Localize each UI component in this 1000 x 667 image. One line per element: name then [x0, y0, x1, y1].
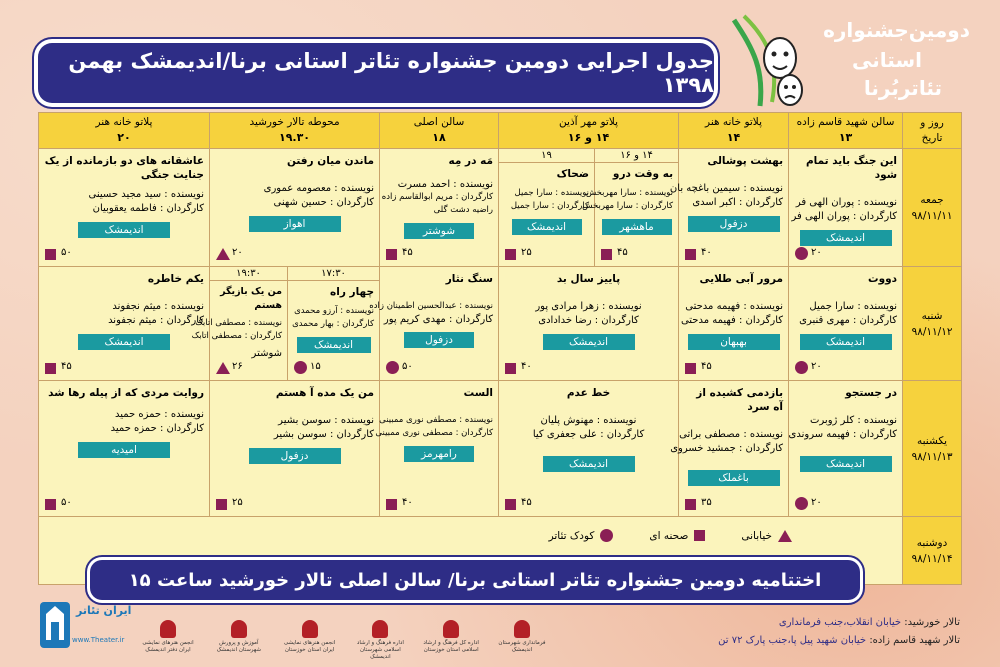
sponsor-logos: [140, 620, 550, 662]
kids-theater-icon: [795, 247, 808, 260]
city-badge: دزفول: [404, 332, 474, 348]
duration: ۲۰: [232, 247, 243, 258]
city-badge: باغملک: [688, 470, 780, 486]
duration: ۵۰: [61, 247, 72, 258]
writer: نویسنده : عبدالحسین اطمینان زاده: [369, 301, 494, 311]
show-cell: [789, 267, 903, 381]
address-label: تالار خورشید:: [904, 617, 960, 628]
city-text: شوشتر: [251, 348, 283, 359]
address-value: خیابان انقلاب،جنب فرمانداری: [778, 617, 902, 628]
stage-show-icon: [505, 363, 516, 374]
writer: نویسنده : سارا جمیل: [809, 301, 898, 312]
show-title: یکم خاطره: [147, 273, 204, 285]
writer: نویسنده : فهیمه مدحتی: [685, 301, 784, 312]
duration: ۲۰: [811, 361, 822, 372]
director: کارگردان : بهار محمدی: [292, 319, 375, 329]
site-name: ایران تئاتر: [76, 604, 132, 617]
writer: نویسنده : سیمین باغچه بان: [669, 183, 784, 194]
duration: ۳۵: [701, 497, 712, 508]
duration: ۵۰: [61, 497, 72, 508]
day-cell: دوشنبه ۹۸/۱۱/۱۴: [903, 517, 962, 585]
city-badge: اندیمشک: [543, 334, 635, 350]
sponsor: انجمن هنرهای نمایشی ایران استان خوزستان: [282, 620, 338, 662]
city-badge: اندیمشک: [543, 456, 635, 472]
city-badge: اندیمشک: [512, 219, 582, 235]
day-cell: جمعه ۹۸/۱۱/۱۱: [903, 149, 962, 267]
stage-show-icon: [685, 249, 696, 260]
show-title: در جستجو: [845, 387, 898, 399]
show-cell: [789, 381, 903, 517]
emblem-icon: [160, 620, 176, 638]
director: راضیه دشت گلی: [433, 205, 494, 215]
sponsor: اداره کل فرهنگ و ارشاد اسلامی استان خوزستان: [423, 620, 479, 662]
festival-logo: [720, 6, 982, 110]
show-time: ۱۹:۳۰: [210, 267, 287, 281]
director: کارگردان : مصطفی نوری ممبینی: [375, 428, 494, 438]
kids-theater-icon: [795, 497, 808, 510]
duration: ۴۵: [521, 497, 532, 508]
show-cell: [499, 267, 679, 381]
site-url[interactable]: www.Theater.ir: [72, 636, 125, 644]
city-badge: اندیمشک: [297, 337, 371, 353]
duration: ۲۰: [811, 497, 822, 508]
duration: ۲۰: [811, 247, 822, 258]
writer: نویسنده : پوران الهی فر: [795, 197, 898, 208]
show-cell: [39, 267, 210, 381]
show-title: من یک بازیگر هستم: [220, 286, 283, 311]
writer: نویسنده : سارا مهربخش: [585, 188, 674, 198]
writer: نویسنده : مهنوش پلیان: [540, 415, 637, 426]
director: کارگردان : رضا خدادادی: [538, 315, 639, 326]
address-value: خیابان شهید پیل پا،جنب پارک ۷۲ تن: [718, 635, 867, 646]
show-title: بازدمی کشیده از آه سرد: [696, 387, 784, 413]
legend: [549, 529, 792, 542]
show-title: چهار راه: [330, 286, 375, 298]
show-title: ماندن میان رفتن: [286, 155, 375, 167]
director: کارگردان : سوسن بشیر: [273, 429, 375, 440]
director: کارگردان : مریم ابوالقاسم زاده: [381, 192, 494, 202]
duration: ۴۰: [521, 361, 532, 372]
kids-theater-icon: [795, 361, 808, 374]
city-badge: اندیمشک: [78, 222, 170, 238]
stage-show-icon: [45, 363, 56, 374]
duration: ۴۵: [402, 247, 413, 258]
address-label: تالار شهید قاسم زاده:: [869, 635, 960, 646]
show-title: عاشقانه های دو بازمانده از یک جنایت جنگی: [44, 155, 204, 181]
square-icon: [694, 530, 705, 541]
duration: ۲۵: [232, 497, 243, 508]
show-cell: [369, 267, 499, 381]
venue-header: سالن شهید قاسم زاده ۱۳: [789, 113, 903, 149]
director: کارگردان : حسین شهنی: [273, 197, 375, 208]
stage-show-icon: [505, 499, 516, 510]
show-title: این جنگ باید تمام شود: [805, 155, 898, 181]
emblem-icon: [443, 620, 459, 638]
city-badge: اهواز: [249, 216, 341, 232]
writer: نویسنده : سارا جمیل: [514, 188, 590, 198]
duration: ۱۵: [310, 361, 321, 372]
show-title: سنگ نثار: [445, 273, 494, 285]
city-badge: ماهشهر: [602, 219, 672, 235]
show-title: من یک مده آ هستم: [275, 387, 375, 399]
show-cell: [375, 381, 499, 517]
kids-theater-icon: [386, 361, 399, 374]
director: کارگردان : پوران الهی فر: [791, 211, 898, 222]
legend-stage: [649, 530, 705, 542]
street-show-icon: [216, 248, 230, 260]
logo-line-3: تئاتربُرنا: [863, 76, 942, 100]
show-title: پاییز سال بد: [556, 273, 621, 285]
stage-show-icon: [601, 249, 612, 260]
director: کارگردان : علی جعفری کیا: [532, 429, 645, 440]
kids-theater-icon: [294, 361, 307, 374]
writer: نویسنده : سوسن بشیر: [278, 415, 375, 426]
director: کارگردان : مهری قنبری: [799, 315, 898, 326]
city-badge: رامهرمز: [404, 446, 474, 462]
stage-show-icon: [45, 499, 56, 510]
iran-theater-logo: [38, 596, 132, 656]
stage-show-icon: [685, 499, 696, 510]
sponsor: اداره فرهنگ و ارشاد اسلامی شهرستان اندیمشک: [352, 620, 408, 662]
emblem-icon: [231, 620, 247, 638]
show-title: ضحاک: [556, 168, 590, 180]
stage-show-icon: [216, 499, 227, 510]
director: کارگردان : سارا جمیل: [510, 201, 590, 211]
triangle-icon: [778, 530, 792, 542]
writer: نویسنده : مصطفی براتی: [679, 429, 784, 440]
show-title: خط عدم: [566, 387, 611, 399]
sponsor: انجمن هنرهای نمایشی ایران دفتر اندیمشک: [140, 620, 196, 662]
city-badge: شوشتر: [404, 223, 474, 239]
duration: ۵۰: [402, 361, 413, 372]
closing-banner: اختتامیه دومین جشنواره تئاتر استانی برنا/ سالن اصلی تالار خورشید ساعت ۱۵: [90, 560, 860, 600]
show-cell: [210, 381, 380, 517]
emblem-icon: [372, 620, 388, 638]
show-cell: [582, 149, 679, 267]
director: کارگردان : سارا مهربخش: [582, 201, 674, 211]
director: کارگردان : جمشید خسروی: [670, 443, 784, 454]
writer: نویسنده : حمزه حمید: [114, 409, 204, 420]
show-title: دووت: [868, 273, 898, 285]
show-cell: [499, 149, 595, 267]
duration: ۴۵: [701, 361, 712, 372]
show-title: مرور آبی طلایی: [699, 273, 784, 285]
city-badge: اندیمشک: [800, 456, 892, 472]
city-badge: دزفول: [249, 448, 341, 464]
city-badge: اندیمشک: [800, 230, 892, 246]
writer: نویسنده : مصطفی اتابک: [195, 318, 283, 328]
show-cell: [39, 381, 210, 517]
addresses: [718, 614, 960, 650]
writer: نویسنده : سید مجید حسینی: [88, 189, 204, 200]
venue-header: پلاتو مهر آذین ۱۴ و ۱۶: [499, 113, 679, 149]
director: کارگردان : فهیمه سروندی: [788, 429, 898, 440]
show-cell: [39, 149, 210, 267]
legend-street: [741, 530, 792, 542]
show-cell: [210, 149, 380, 267]
duration: ۴۵: [61, 361, 72, 372]
emblem-icon: [514, 620, 530, 638]
city-badge: بهبهان: [688, 334, 780, 350]
venue-header: سالن اصلی ۱۸: [380, 113, 499, 149]
legend-label: کودک تئاتر: [548, 529, 595, 542]
writer: نویسنده : مصطفی نوری ممبینی: [379, 415, 494, 425]
director: کارگردان : میثم نجفوند: [108, 315, 204, 326]
show-cell: [288, 267, 380, 381]
show-cell: [499, 381, 679, 517]
show-title: مَه در مِه: [448, 155, 494, 167]
director: کارگردان : فهیمه مدحتی: [680, 315, 784, 326]
stage-show-icon: [685, 363, 696, 374]
city-badge: اندیمشک: [800, 334, 892, 350]
day-row-friday: [39, 149, 962, 267]
show-title: بهشت پوشالی: [707, 155, 784, 167]
duration: ۴۰: [701, 247, 712, 258]
writer: نویسنده : احمد مسرت: [397, 179, 494, 190]
theater-masks-icon: [724, 10, 804, 110]
day-cell: یکشنبه ۹۸/۱۱/۱۳: [903, 381, 962, 517]
day-cell: شنبه ۹۸/۱۱/۱۲: [903, 267, 962, 381]
director: کارگردان : مصطفی اتابک: [191, 331, 283, 341]
stage-show-icon: [505, 249, 516, 260]
writer: نویسنده : کلر ژوبرت: [810, 415, 898, 426]
theater-site-icon: [38, 600, 72, 650]
director: کارگردان : مهدی کریم پور: [383, 314, 494, 325]
show-cell: [669, 149, 789, 267]
stage-show-icon: [386, 499, 397, 510]
venue-header: محوطه تالار خورشید ۱۹.۳۰: [210, 113, 380, 149]
show-time: ۱۹: [499, 149, 594, 163]
day-row-saturday: [39, 267, 962, 381]
stage-show-icon: [386, 249, 397, 260]
show-time: ۱۴ و ۱۶: [595, 149, 678, 163]
director: کارگردان : فاطمه یعقوبیان: [92, 203, 204, 214]
show-cell: [679, 267, 789, 381]
venue-header: پلاتو خانه هنر ۲۰: [39, 113, 210, 149]
director: کارگردان : حمزه حمید: [110, 423, 204, 434]
duration: ۲۵: [521, 247, 532, 258]
stage-show-icon: [45, 249, 56, 260]
writer: نویسنده : معصومه عموری: [263, 183, 375, 194]
writer: نویسنده : زهرا مرادی پور: [535, 301, 642, 312]
show-cell: [191, 267, 288, 381]
show-cell: [670, 381, 789, 517]
show-cell: [380, 149, 499, 267]
show-cell: [789, 149, 903, 267]
writer: نویسنده : میثم نجفوند: [112, 301, 204, 312]
legend-label: صحنه ای: [649, 529, 689, 542]
duration: ۴۵: [617, 247, 628, 258]
director: کارگردان : اکبر اسدی: [692, 197, 784, 208]
venue-header: پلاتو خانه هنر ۱۴: [679, 113, 789, 149]
city-badge: اندیمشک: [78, 334, 170, 350]
street-show-icon: [216, 362, 230, 374]
sponsor: فرمانداری شهرستان اندیمشک: [494, 620, 550, 662]
legend-kids: [549, 529, 614, 542]
schedule-table: [38, 112, 962, 585]
corner-cell: روز و تاریخ: [903, 113, 962, 149]
header-row: [39, 113, 962, 149]
emblem-icon: [302, 620, 318, 638]
day-row-sunday: [39, 381, 962, 517]
city-badge: امیدیه: [78, 442, 170, 458]
show-title: الست: [463, 387, 494, 399]
duration: ۲۶: [232, 361, 243, 372]
circle-icon: [600, 529, 613, 542]
writer: نویسنده : آرزو محمدی: [294, 306, 375, 316]
show-title: روایت مردی که از پیله رها شد: [48, 387, 204, 399]
show-title: به وقت درو: [612, 168, 674, 180]
duration: ۴۰: [402, 497, 413, 508]
logo-line-2: استانی: [852, 48, 922, 72]
page-title: جدول اجرایی دومین جشنواره تئاتر استانی برنا/اندیمشک بهمن ۱۳۹۸: [38, 43, 714, 103]
city-badge: دزفول: [688, 216, 780, 232]
logo-line-1: دومین‌جشنواره: [823, 18, 970, 42]
sponsor: آموزش و پرورش شهرستان اندیمشک: [211, 620, 267, 662]
legend-label: خیابانی: [741, 529, 773, 542]
show-time: ۱۷:۳۰: [288, 267, 379, 281]
